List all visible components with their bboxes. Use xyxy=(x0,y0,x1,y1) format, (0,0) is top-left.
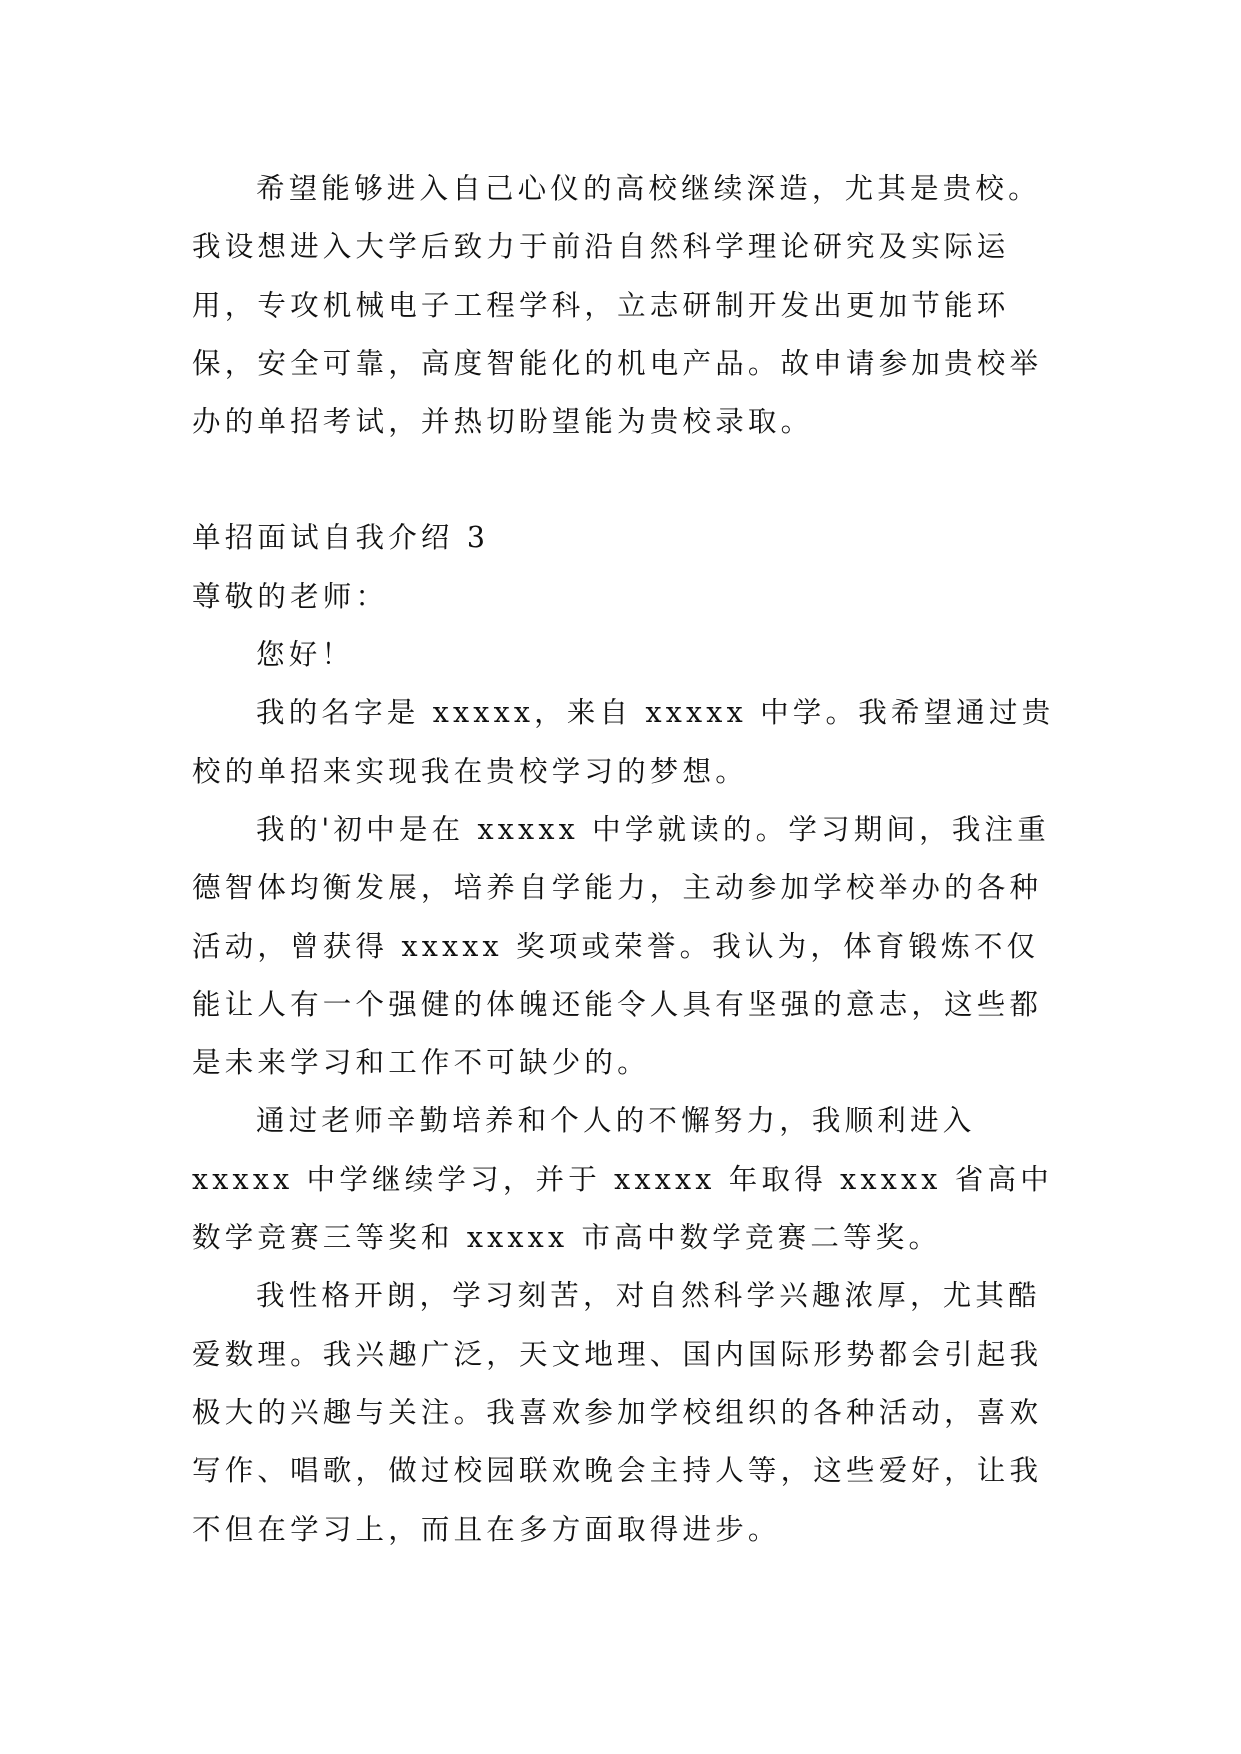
salutation: 尊敬的老师： xyxy=(192,579,389,613)
paragraph-junior-school: 我的'初中是在 xxxxx 中学就读的。学习期间，我注重德智体均衡发展，培养自学能力，主动参加学校举办的各种活动，曾获得 xxxxx 奖项或荣誉。我认为，体育锻炼不仅能让人有一个强健的体魄还能令人具有坚强的意志，这些都是未来学习和工作不可缺少的。 xyxy=(192,812,1050,1080)
paragraph-personality: 我性格开朗，学习刻苦，对自然科学兴趣浓厚，尤其酷爱数理。我兴趣广泛，天文地理、国内国际形势都会引起我极大的兴趣与关注。我喜欢参加学校组织的各种活动，喜欢写作、唱歌，做过校园联欢晚会主持人等，这些爱好，让我不但在学习上，而且在多方面取得进步。 xyxy=(192,1279,1043,1546)
greeting: 您好！ xyxy=(256,638,355,672)
document-body xyxy=(192,160,1062,1559)
section-title: 单招面试自我介绍 3 xyxy=(192,521,490,555)
paragraph-senior-school: 通过老师辛勤培养和个人的不懈努力，我顺利进入 xxxxx 中学继续学习，并于 xxxxx 年取得 xxxxx 省高中数学竞赛三等奖和 xxxxx 市高中数学竞赛二等奖。 xyxy=(192,1104,1053,1255)
paragraph-name: 我的名字是 xxxxx，来自 xxxxx 中学。我希望通过贵校的单招来实现我在贵校学习的梦想。 xyxy=(192,696,1055,788)
section-spacer xyxy=(192,451,1062,509)
paragraph-intro-continuation: 希望能够进入自己心仪的高校继续深造，尤其是贵校。我设想进入大学后致力于前沿自然科学理论研究及实际运用，专攻机械电子工程学科，立志研制开发出更加节能环保，安全可靠，高度智能化的机电产品。故申请参加贵校举办的单招考试，并热切盼望能为贵校录取。 xyxy=(192,172,1043,439)
